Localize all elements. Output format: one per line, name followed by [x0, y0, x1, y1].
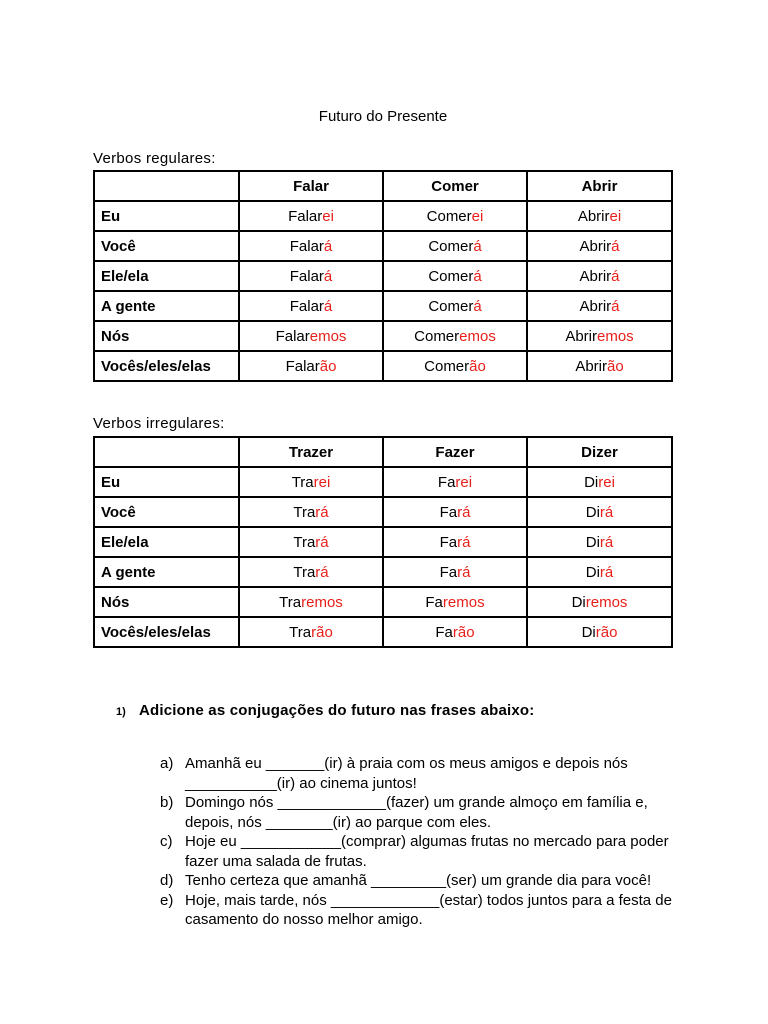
verb-stem: Falar [289, 267, 324, 285]
pronoun-cell: Você [94, 231, 239, 261]
verb-ending: á [323, 297, 333, 315]
pronoun-cell: Eu [94, 467, 239, 497]
verb-ending: rei [455, 473, 473, 491]
verb-ending: rão [311, 623, 333, 641]
verb-ending: ei [471, 207, 484, 225]
item-text: Domingo nós _____________(fazer) um grande almoço em família e, depois, nós ________(ir) ao parque com eles. [185, 794, 648, 831]
conjugation-cell [383, 617, 527, 647]
pronoun-cell: A gente [94, 291, 239, 321]
conjugation-cell [527, 351, 672, 381]
table-row [94, 587, 672, 617]
item-text: Amanhã eu _______(ir) à praia com os meus amigos e depois nós ___________(ir) ao cinema juntos! [185, 755, 628, 792]
verb-header: Comer [383, 171, 527, 201]
verb-stem: Fa [439, 533, 458, 551]
conjugation-cell [383, 231, 527, 261]
conjugation-cell [527, 291, 672, 321]
verb-ending: rá [457, 533, 471, 551]
table-row [94, 497, 672, 527]
verb-ending: emos [459, 327, 496, 345]
item-text: Hoje, mais tarde, nós _____________(estar) todos juntos para a festa de casamento do nosso melhor amigo. [185, 891, 672, 928]
table-row [94, 261, 672, 291]
exercise-item [160, 793, 700, 832]
verb-stem: Tra [279, 593, 302, 611]
pronoun-cell: Ele/ela [94, 261, 239, 291]
verb-ending: á [611, 237, 620, 255]
conjugation-cell [527, 617, 672, 647]
conjugation-cell [239, 497, 383, 527]
table-row [94, 321, 672, 351]
table-row [94, 231, 672, 261]
item-marker: a) [160, 755, 174, 772]
verb-ending: emos [309, 327, 347, 345]
item-text: Tenho certeza que amanhã _________(ser) um grande dia para você! [185, 872, 652, 889]
verb-stem: Abrir [575, 357, 607, 375]
verb-stem: Fa [435, 623, 453, 641]
verb-stem: Abrir [577, 207, 610, 225]
regular-verbs-table [93, 170, 673, 382]
conjugation-cell [239, 261, 383, 291]
item-marker: b) [160, 794, 174, 811]
exercise-item [160, 871, 700, 891]
pronoun-cell: Vocês/eles/elas [94, 617, 239, 647]
verb-stem: Fa [439, 503, 458, 521]
verb-stem: Comer [428, 267, 474, 285]
exercise-instruction: Adicione as conjugações do futuro nas frases abaixo: [139, 702, 535, 719]
verb-ending: ei [322, 207, 334, 225]
regular-verbs-label: Verbos regulares: [93, 150, 216, 167]
corner-cell [94, 171, 239, 201]
conjugation-cell [239, 231, 383, 261]
conjugation-cell [383, 527, 527, 557]
verb-ending: á [611, 297, 620, 315]
verb-ending: rão [452, 623, 475, 641]
verb-ending: á [473, 297, 482, 315]
verb-ending: ão [469, 357, 486, 375]
table-header-row [94, 171, 672, 201]
verb-stem: Falar [289, 237, 324, 255]
verb-stem: Abrir [579, 267, 612, 285]
page-title: Futuro do Presente [318, 108, 448, 125]
verb-stem: Abrir [579, 237, 612, 255]
pronoun-cell: Ele/ela [94, 527, 239, 557]
verb-stem: Tra [289, 623, 312, 641]
conjugation-cell [383, 291, 527, 321]
verb-stem: Fa [425, 593, 443, 611]
verb-header: Abrir [527, 171, 672, 201]
table-row [94, 617, 672, 647]
verb-stem: Falar [285, 357, 320, 375]
conjugation-cell [527, 201, 672, 231]
verb-stem: Di [581, 623, 596, 641]
verb-stem: Falar [275, 327, 310, 345]
verb-ending: rei [598, 473, 615, 491]
verb-stem: Tra [293, 533, 316, 551]
conjugation-cell [239, 201, 383, 231]
verb-ending: remos [442, 593, 485, 611]
verb-stem: Tra [293, 563, 316, 581]
item-marker: d) [160, 872, 174, 889]
conjugation-cell [239, 351, 383, 381]
verb-ending: remos [585, 593, 628, 611]
item-marker: e) [160, 891, 174, 909]
verb-stem: Comer [414, 327, 460, 345]
item-marker: c) [160, 833, 173, 850]
verb-ending: remos [301, 593, 343, 611]
pronoun-cell: Você [94, 497, 239, 527]
verb-header: Falar [239, 171, 383, 201]
verb-stem: Abrir [565, 327, 597, 345]
verb-ending: ei [609, 207, 622, 225]
verb-ending: rei [313, 473, 331, 491]
conjugation-cell [383, 497, 527, 527]
verb-stem: Abrir [579, 297, 612, 315]
exercise-number: 1) [116, 706, 126, 718]
verb-stem: Fa [439, 563, 458, 581]
verb-ending: á [323, 237, 333, 255]
verb-ending: á [611, 267, 620, 285]
verb-ending: á [473, 267, 482, 285]
conjugation-cell [527, 321, 672, 351]
pronoun-cell: Nós [94, 321, 239, 351]
conjugation-cell [239, 527, 383, 557]
table-row [94, 351, 672, 381]
exercise-item [160, 832, 700, 871]
table-row [94, 467, 672, 497]
verb-ending: rá [315, 503, 329, 521]
conjugation-cell [527, 231, 672, 261]
conjugation-cell [239, 587, 383, 617]
table-row [94, 557, 672, 587]
verb-stem: Di [585, 533, 600, 551]
conjugation-cell [383, 261, 527, 291]
verb-stem: Falar [289, 297, 324, 315]
conjugation-cell [527, 261, 672, 291]
verb-stem: Comer [428, 297, 474, 315]
item-text: Hoje eu ____________(comprar) algumas frutas no mercado para poder fazer uma salada de frutas. [185, 833, 669, 870]
conjugation-cell [527, 467, 672, 497]
verb-ending: rá [315, 563, 329, 581]
verb-stem: Di [584, 473, 599, 491]
conjugation-cell [239, 617, 383, 647]
conjugation-cell [527, 587, 672, 617]
verb-header: Dizer [527, 437, 672, 467]
verb-ending: rá [457, 563, 471, 581]
conjugation-cell [383, 467, 527, 497]
conjugation-cell [383, 587, 527, 617]
verb-ending: á [323, 267, 333, 285]
corner-cell [94, 437, 239, 467]
conjugation-cell [527, 497, 672, 527]
verb-stem: Comer [426, 207, 472, 225]
verb-stem: Comer [428, 237, 474, 255]
verb-stem: Comer [424, 357, 470, 375]
verb-stem: Tra [293, 503, 316, 521]
irregular-verbs-table [93, 436, 673, 648]
table-row [94, 201, 672, 231]
verb-ending: rão [595, 623, 618, 641]
verb-ending: rá [315, 533, 329, 551]
table-row [94, 527, 672, 557]
conjugation-cell [383, 201, 527, 231]
pronoun-cell: A gente [94, 557, 239, 587]
conjugation-cell [383, 351, 527, 381]
pronoun-cell: Vocês/eles/elas [94, 351, 239, 381]
verb-stem: Falar [288, 207, 323, 225]
verb-ending: rá [599, 503, 614, 521]
conjugation-cell [527, 557, 672, 587]
exercise-list [160, 754, 700, 930]
conjugation-cell [383, 557, 527, 587]
conjugation-cell [527, 527, 672, 557]
verb-ending: rá [457, 503, 471, 521]
pronoun-cell: Eu [94, 201, 239, 231]
verb-ending: emos [596, 327, 634, 345]
conjugation-cell [239, 291, 383, 321]
conjugation-cell [383, 321, 527, 351]
verb-ending: rá [599, 533, 614, 551]
table-header-row [94, 437, 672, 467]
conjugation-cell [239, 321, 383, 351]
pronoun-cell: Nós [94, 587, 239, 617]
verb-ending: rá [599, 563, 614, 581]
verb-ending: ão [319, 357, 337, 375]
exercise-item [160, 754, 700, 793]
verb-stem: Di [585, 563, 600, 581]
exercise-item [160, 891, 700, 930]
verb-stem: Di [571, 593, 586, 611]
table-row [94, 291, 672, 321]
verb-ending: ão [606, 357, 624, 375]
irregular-verbs-label: Verbos irregulares: [93, 415, 225, 432]
verb-stem: Di [585, 503, 600, 521]
verb-stem: Tra [291, 473, 314, 491]
verb-header: Trazer [239, 437, 383, 467]
conjugation-cell [239, 467, 383, 497]
verb-ending: á [473, 237, 482, 255]
verb-stem: Fa [437, 473, 456, 491]
verb-header: Fazer [383, 437, 527, 467]
conjugation-cell [239, 557, 383, 587]
